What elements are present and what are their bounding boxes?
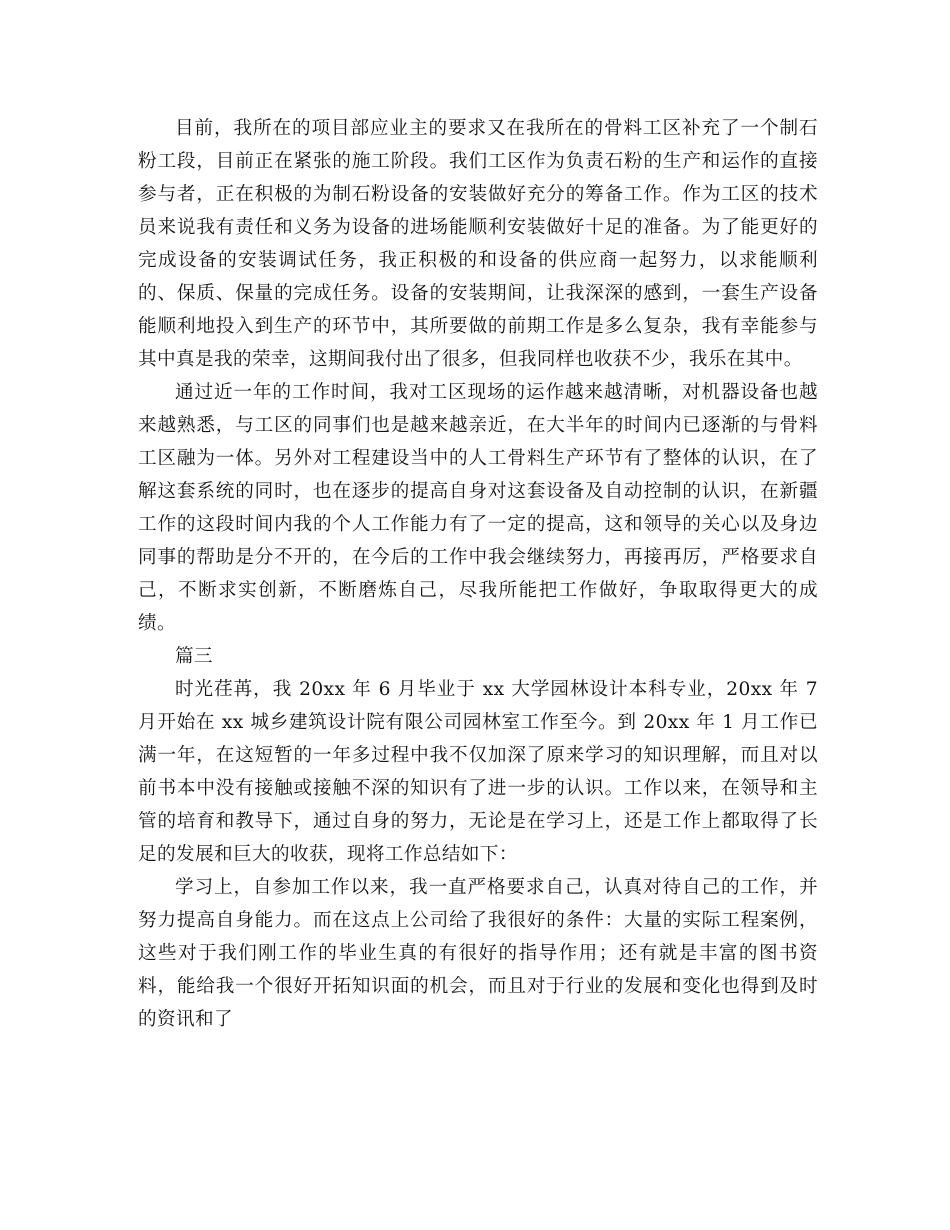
paragraph: 学习上，自参加工作以来，我一直严格要求自己，认真对待自己的工作，并努力提高自身能力。而在这点上公司给了我很好的条件：大量的实际工程案例，这些对于我们刚工作的毕业生真的有很好的指导作用；还有就是丰富的图书资料，能给我一个很好开拓知识面的机会，而且对于行业的发展和变化也得到及时的资讯和了 — [138, 877, 818, 1030]
paragraph: 目前，我所在的项目部应业主的要求又在我所在的骨料工区补充了一个制石粉工段，目前正在紧张的施工阶段。我们工区作为负责石粉的生产和运作的直接参与者，正在积极的为制石粉设备的安装做好充分的筹备工作。作为工区的技术员来说我有责任和义务为设备的进场能顺利安装做好十足的准备。为了能更好的完成设备的安装调试任务，我正积极的和设备的供应商一起努力，以求能顺利的、保质、保量的完成任务。设备的安装期间，让我深深的感到，一套生产设备能顺利地投入到生产的环节中，其所要做的前期工作是多么复杂，我有幸能参与其中真是我的荣幸，这期间我付出了很多，但我同样也收获不少，我乐在其中。 — [138, 118, 818, 370]
document-body — [138, 112, 818, 1036]
paragraph: 时光荏苒，我 20xx 年 6 月毕业于 xx 大学园林设计本科专业，20xx 年 7 月开始在 xx 城乡建筑设计院有限公司园林室工作至今。到 20xx 年 1 月工作已满一年，在这短暂的一年多过程中我不仅加深了原来学习的知识理解，而且对以前书本中没有接触或接触不深的知识有了进一步的认识。工作以来，在领导和主管的培育和教导下，通过自身的努力，无论是在学习上，还是工作上都取得了长足的发展和巨大的收获，现将工作总结如下： — [138, 679, 818, 865]
section-heading: 篇三 — [175, 646, 213, 667]
paragraph: 通过近一年的工作时间，我对工区现场的运作越来越清晰，对机器设备也越来越熟悉，与工区的同事们也是越来越亲近，在大半年的时间内已逐渐的与骨料工区融为一体。另外对工程建设当中的人工骨料生产环节有了整体的认识，在了解这套系统的同时，也在逐步的提高自身对这套设备及自动控制的认识，在新疆工作的这段时间内我的个人工作能力有了一定的提高，这和领导的关心以及身边同事的帮助是分不开的，在今后的工作中我会继续努力，再接再厉，严格要求自己，不断求实创新，不断磨炼自己，尽我所能把工作做好，争取取得更大的成绩。 — [138, 382, 818, 634]
